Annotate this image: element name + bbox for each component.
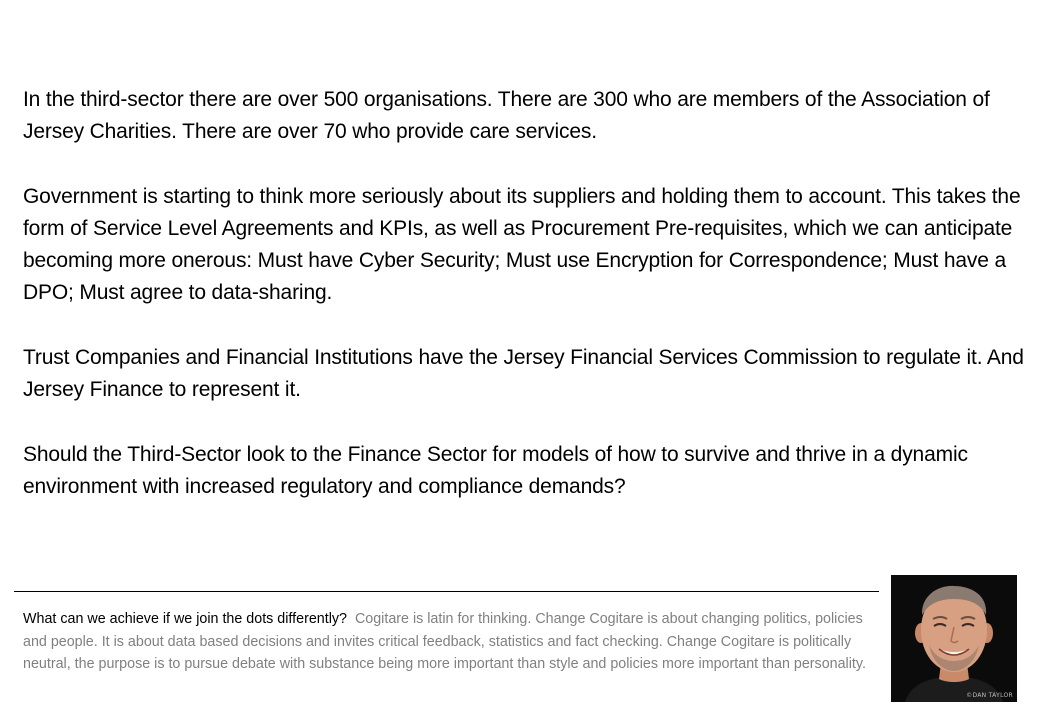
paragraph-trust-companies: Trust Companies and Financial Institutions have the Jersey Financial Services Commission to regulate it. And Jersey Finance to represent it. <box>23 346 1024 401</box>
author-photo <box>891 575 1017 702</box>
paragraph-government: Government is starting to think more seriously about its suppliers and holding them to account. This takes the form of Service Level Agreements and KPIs, as well as Procurement Pre-requisites, which we can anticipate becoming more onerous: Must have Cyber Security; Must use Encryption for Correspondence; Must have a DPO; Must agree to data-sharing. <box>23 185 1021 304</box>
photo-watermark: ©DAN TAYLOR <box>966 692 1013 699</box>
paragraph-third-sector: In the third-sector there are over 500 organisations. There are 300 who are members of the Association of Jersey Charities. There are over 70 who provide care services. <box>23 88 990 143</box>
paragraph-question: Should the Third-Sector look to the Finance Sector for models of how to survive and thrive in a dynamic environment with increased regulatory and compliance demands? <box>23 443 968 498</box>
portrait-illustration <box>891 575 1017 702</box>
footer-lead: What can we achieve if we join the dots differently? <box>23 611 347 627</box>
footer-body: Cogitare is latin for thinking. Change Cogitare is about changing politics, policies and people. It is about data based decisions and invites critical feedback, statistics and fact checking. Change Cogitare is politically neutral, the purpose is to pursue debate with substance being more important than style and policies more important than personality. <box>23 611 866 672</box>
slide-body <box>23 84 1033 536</box>
footer-text <box>23 608 881 676</box>
footer-divider <box>14 591 879 592</box>
